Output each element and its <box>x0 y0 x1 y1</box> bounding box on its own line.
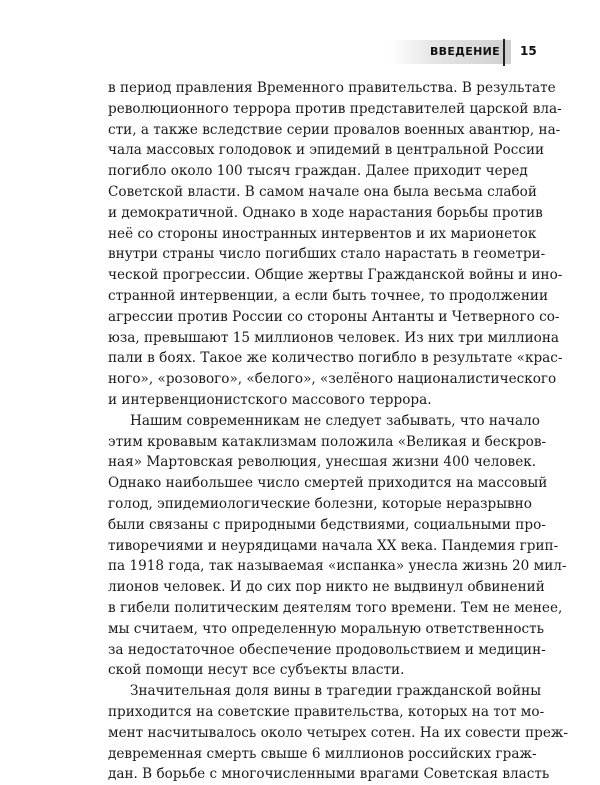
text-line: этим кровавым катаклизмам положила «Великая и бескров- <box>108 433 547 450</box>
text-line: за недостаточное обеспечение продовольствием и медицин- <box>108 641 546 658</box>
text-line: внутри страны число погибших стало нарастать в геометри- <box>108 246 546 263</box>
text-line: юза, превышают 15 миллионов человек. Из них три миллиона <box>108 329 559 346</box>
text-line: приходится на советские правительства, которых на тот мо- <box>108 703 545 720</box>
text-line: неё со стороны иностранных интервентов и их марионеток <box>108 225 537 242</box>
text-line: и демократичной. Однако в ходе нарастания борьбы против <box>108 204 543 221</box>
text-line: в период правления Временного правительства. В результате <box>108 80 556 96</box>
text-line: девременная смерть свыше 6 миллионов российских граж- <box>108 745 537 762</box>
text-line: агрессии против России со стороны Антанты и Четверного со- <box>108 308 560 325</box>
page-number: 15 <box>520 44 537 58</box>
text-line: па 1918 года, так называемая «испанка» унесла жизнь 20 мил- <box>108 558 567 575</box>
text-line: пали в боях. Такое же количество погибло в результате «крас- <box>108 350 563 367</box>
text-line: тиворечиями и неурядицами начала XX века. Пандемия грип- <box>108 537 559 554</box>
text-line: ного», «розового», «белого», «зелёного националистического <box>108 371 557 388</box>
text-line: голод, эпидемиологические болезни, которые неразрывно <box>108 495 532 512</box>
text-line: революционного террора против представителей царской вла- <box>108 100 562 117</box>
running-header-title: ВВЕДЕНИЕ <box>430 45 500 58</box>
text-line: чала массовых голодовок и эпидемий в центральной России <box>108 142 545 159</box>
text-line: дан. В борьбе с многочисленными врагами Советская власть <box>108 766 550 783</box>
body-text <box>108 78 569 785</box>
paragraph <box>108 78 563 411</box>
text-line: ная» Мартовская революция, унесшая жизни 400 человек. <box>108 454 537 471</box>
text-line: ческой прогрессии. Общие жертвы Гражданской войны и ино- <box>108 267 563 284</box>
text-line: и интервенционистского массового террора. <box>108 391 432 408</box>
text-line: в гибели политическим деятелям того времени. Тем не менее, <box>108 599 563 616</box>
text-line: мы считаем, что определенную моральную ответственность <box>108 620 545 637</box>
text-line: мент насчитывалось около четырех сотен. На их совести преж- <box>108 724 569 741</box>
paragraph <box>108 681 569 785</box>
text-line: лионов человек. И до сих пор никто не выдвинул обвинений <box>108 579 545 596</box>
text-line: Нашим современникам не следует забывать, что начало <box>130 412 540 429</box>
text-line: странной интервенции, а если быть точнее, то продолжении <box>108 287 548 304</box>
text-line: ской помощи несут все субъекты власти. <box>108 662 405 679</box>
text-line: Значительная доля вины в трагедии гражданской войны <box>130 683 542 700</box>
paragraph <box>108 411 567 681</box>
text-line: были связаны с природными бедствиями, социальными про- <box>108 516 546 533</box>
text-line: Советской власти. В самом начале она была весьма слабой <box>108 183 537 200</box>
text-line: Однако наибольшее число смертей приходится на массовый <box>108 475 548 492</box>
text-line: погибло около 100 тысяч граждан. Далее приходит черед <box>108 163 528 180</box>
header-divider <box>503 39 505 66</box>
text-line: сти, а также вследствие серии провалов военных авантюр, на- <box>108 121 561 138</box>
